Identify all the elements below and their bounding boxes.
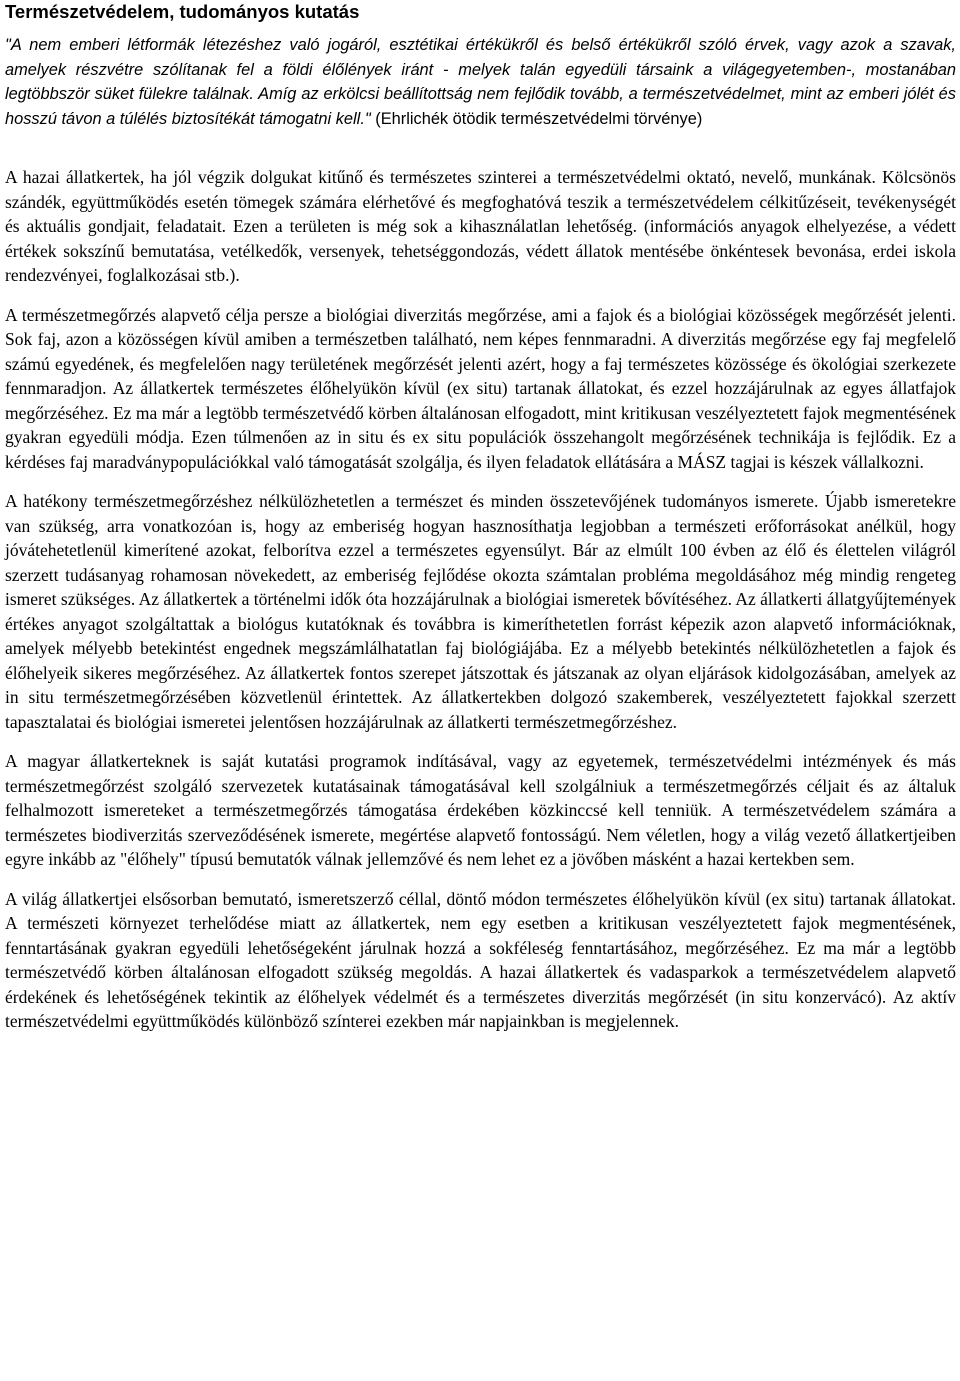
paragraph-biodiversity-conservation: A természetmegőrzés alapvető célja persze a biológiai diverzitás megőrzése, ami a fajok és a biológiai közösségek megőrzését jelenti. Sok faj, azon a közösségen kívül amiben a természetben található, nem képes fennmaradni. A diverzitás megőrzése egy faj megfelelő számú egyedének, és megfelelően nagy területének megőrzését jelenti azért, hogy a faj természetes közössége és ökológiai szerkezete fennmaradjon. Az állatkertek természetes élőhelyükön kívül (ex situ) tartanak állatokat, és ezzel hozzájárulnak az egyes állatfajok megőrzéséhez. Ez ma már a legtöbb természetvédő körben általánosan elfogadott, mint kritikusan veszélyeztetett fajok megmentésének gyakran egyedüli módja. Ezen túlmenően az in situ és ex situ populációk összehangolt megőrzésének technikája is fejlődik. Ez a kérdéses faj maradványpopulációkkal való támogatását szolgálja, és ilyen feladatok ellátására a MÁSZ tagjai is készek vállalkozni.	[5, 304, 956, 472]
quote-text: "A nem emberi létformák létezéshez való jogáról, esztétikai értékükről és belső értékükről szóló érvek, vagy azok a szavak, amelyek részvétre szólítanak fel a földi élőlények iránt - melyek talán egyedüli társaink a világegyetemben-, mostanában legtöbbször süket fülekre találnak. Amíg az erkölcsi beállítottság nem fejlődik tovább, a természetvédelmet, mint az emberi jólét és hosszú távon a túlélés biztosítékát támogatni kell."	[5, 36, 956, 128]
paragraph-zoo-education: A hazai állatkertek, ha jól végzik dolgukat kitűnő és természetes szinterei a természetvédelmi oktató, nevelő, munkának. Kölcsönös szándék, együttműködés esetén tömegek számára elérhetővé és megfoghatóvá teszik a természetvédelem célkitűzéseit, tevékenységét és aktuális gondjait, feladatait. Ezen a területen is még sok a kihasználatlan lehetőség. (információs anyagok elhelyezése, a védett értékek sokszínű bemutatása, vetélkedők, versenyek, tehetséggondozás, védett állatok mentésébe önkéntesek bevonása, erdei iskola rendezvényei, foglalkozásai stb.).	[5, 167, 956, 285]
quote-paragraph	[5, 33, 956, 131]
paragraph-scientific-knowledge: A hatékony természetmegőrzéshez nélkülözhetetlen a természet és minden összetevőjének tudományos ismerete. Újabb ismeretekre van szükség, arra vonatkozóan is, hogy az emberiség hogyan hasznosíthatja legjobban a természeti erőforrásokat anélkül, hogy jóvátehetetlenül kimerítené azokat, felborítva ezzel a természetes egyensúlyt. Bár az elmúlt 100 évben az élő és élettelen világról szerzett tudásanyag rohamosan növekedett, az emberiség fejlődése okozta számtalan probléma megoldásához még mindig rengeteg ismeret szükséges. Az állatkertek a történelmi idők óta hozzájárulnak a biológiai ismeretek bővítéséhez. Az állatkerti állatgyűjtemények értékes anyagot szolgáltattak a biológus kutatóknak és továbbra is kimeríthetetlen forrást képezik azon alapvető információknak, amelyek mélyebb betekintést engednek megszámlálhatatlan faj biológiájába. Ez a mélyebb betekintés nélkülözhetetlen a fajok és élőhelyeik sikeres megőrzéséhez. Az állatkertek fontos szerepet játszottak és játszanak az olyan eljárások kidolgozásában, amelyek az in situ természetmegőrzésében közvetlenül érintettek. Az állatkertekben dolgozó szakemberek, veszélyeztetett fajokkal szerzett tapasztalatai és biológiai ismeretei jelentősen hozzájárulnak az állatkerti természetmegőrzéshez.	[5, 491, 956, 732]
paragraph-world-zoos: A világ állatkertjei elsősorban bemutató, ismeretszerző céllal, döntő módon természetes élőhelyükön kívül (ex situ) tartanak állatokat. A természeti környezet terhelődése miatt az állatkertek, nem egy esetben a kritikusan veszélyeztetett fajok megmentésének, fenntartásának gyakran egyedüli lehetőségeként járulnak hozzá a sokféleség fenntartásához, megőrzéséhez. Ez ma már a legtöbb természetvédő körben általánosan elfogadott szükség megoldás. A hazai állatkertek és vadasparkok a természetvédelem alapvető érdekének és lehetőségének tekintik az élőhelyek védelmét és a természetes diverzitás megőrzését (in situ konzervácó). Az aktív természetvédelmi együttműködés különböző színterei ezekben már napjainkban is megjelennek.	[5, 888, 956, 1031]
document-title: Természetvédelem, tudományos kutatás	[5, 1, 360, 22]
quote-attribution: (Ehrlichék ötödik természetvédelmi törvénye)	[370, 109, 703, 128]
paragraph-hungarian-zoo-research: A magyar állatkerteknek is saját kutatási programok indításával, vagy az egyetemek, természetvédelmi intézmények és más természetmegőrzést szolgáló szervezetek kutatásainak támogatásával kell szolgálniuk a természetmegőrzés céljait és az általuk felhalmozott ismereteket a természetmegőrzés támogatása érdekében közkinccsé kell tenniük. A természetvédelem számára a természetes biodiverzitás szerveződésének ismerete, megértése alapvető fontosságú. Nem véletlen, hogy a világ vezető állatkertjeiben egyre inkább az "élőhely" típusú bemutatók válnak jellemzővé és nem lehet ez a jövőben másként a hazai kertekben sem.	[5, 751, 956, 869]
